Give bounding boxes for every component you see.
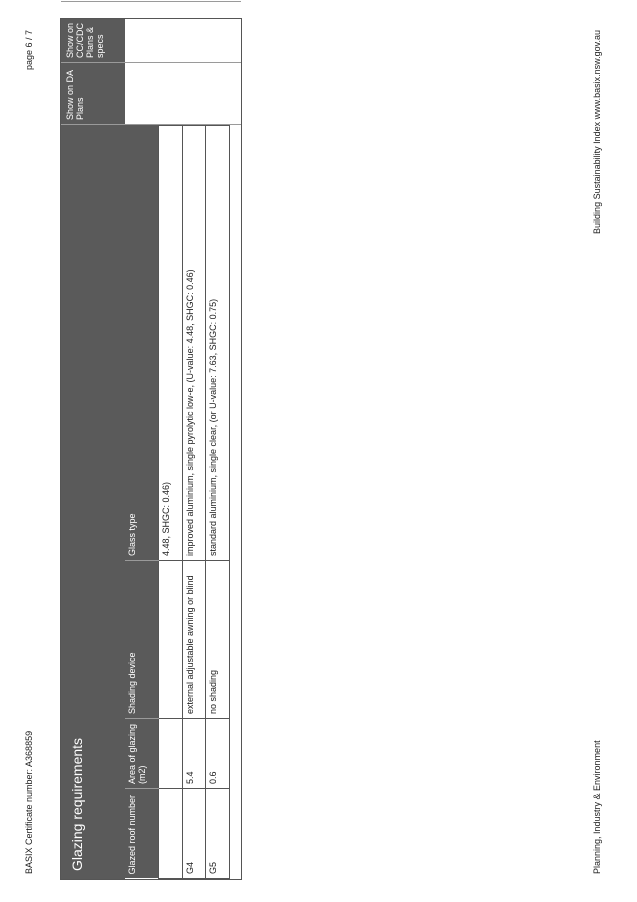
shading-cell: external adjustable awning or blind xyxy=(182,561,206,719)
roof-number-cell xyxy=(159,789,183,879)
column-divider xyxy=(61,62,241,63)
area-cell: 5.4 xyxy=(182,719,206,789)
table-row xyxy=(182,126,206,879)
footer-website: Building Sustainability Index www.basix.nsw.gov.au xyxy=(592,30,602,234)
glazed-roof-number-header: Glazed roof number xyxy=(125,789,159,879)
table-header-row xyxy=(125,126,159,879)
show-on-cc-plans-header: Show on CC/CDC Plans & specs xyxy=(65,22,105,58)
glazing-table xyxy=(125,125,230,879)
section-title: Glazing requirements xyxy=(69,737,85,871)
roof-number-cell: G5 xyxy=(206,789,230,879)
page-number: page 6 / 7 xyxy=(24,30,34,71)
area-cell xyxy=(159,719,183,789)
shading-cell: no shading xyxy=(206,561,230,719)
shading-cell xyxy=(159,561,183,719)
glass-type-cell: 4.48, SHGC: 0.46) xyxy=(159,126,183,561)
glazing-requirements-section xyxy=(60,18,242,880)
glass-type-cell: improved aluminium, single pyrolytic low-e, (U-value: 4.48, SHGC: 0.46) xyxy=(182,126,206,561)
footer-department: Planning, Industry & Environment xyxy=(592,740,602,874)
table-row xyxy=(159,126,183,879)
roof-number-cell: G4 xyxy=(182,789,206,879)
area-cell: 0.6 xyxy=(206,719,230,789)
column-divider xyxy=(61,1,241,2)
show-on-da-plans-header: Show on DA Plans xyxy=(65,70,85,120)
glass-type-cell: standard aluminium, single clear, (or U-value: 7.63, SHGC: 0.75) xyxy=(206,126,230,561)
area-of-glazing-header: Area of glazing (m2) xyxy=(125,719,159,789)
certificate-number: BASIX Certificate number: A368859 xyxy=(24,730,34,874)
shading-device-header: Shading device xyxy=(125,561,159,719)
glass-type-header: Glass type xyxy=(125,126,159,561)
table-row xyxy=(206,126,230,879)
